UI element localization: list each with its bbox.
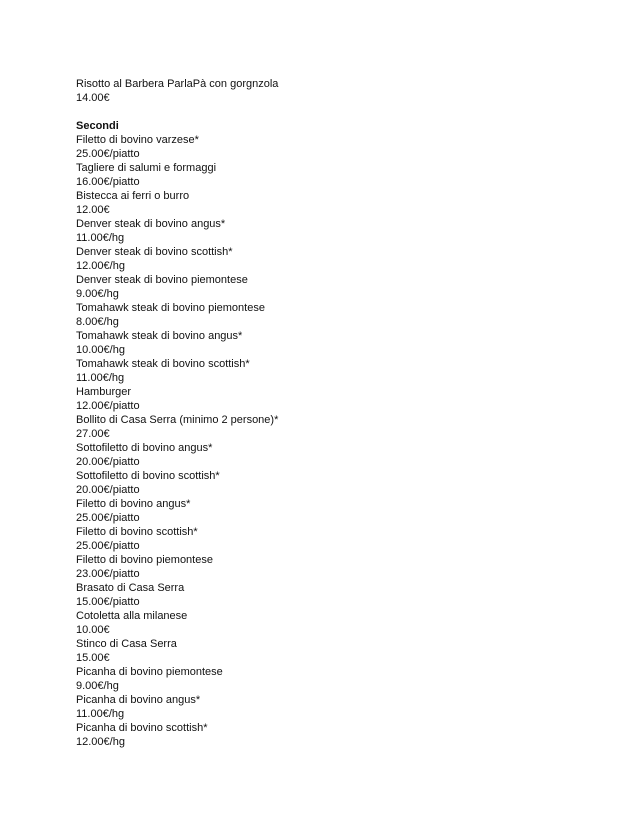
menu-item-price: 25.00€/piatto bbox=[76, 512, 140, 524]
section-spacer bbox=[76, 105, 596, 119]
menu-item-price: 16.00€/piatto bbox=[76, 176, 140, 188]
menu-item-name: Denver steak di bovino angus* bbox=[76, 218, 226, 230]
menu-item-price: 23.00€/piatto bbox=[76, 568, 140, 580]
menu-item-name: Tagliere di salumi e formaggi bbox=[76, 162, 217, 174]
menu-items-list bbox=[76, 133, 596, 749]
menu-item-price: 20.00€/piatto bbox=[76, 484, 140, 496]
menu-item-price: 20.00€/piatto bbox=[76, 456, 140, 468]
menu-item-name: Denver steak di bovino scottish* bbox=[76, 246, 233, 258]
menu-item-name: Stinco di Casa Serra bbox=[76, 638, 177, 650]
menu-item-price: 12.00€/hg bbox=[76, 260, 125, 272]
menu-item-price: 12.00€/hg bbox=[76, 736, 125, 748]
menu-item-price: 25.00€/piatto bbox=[76, 148, 140, 160]
menu-item-price: 8.00€/hg bbox=[76, 316, 119, 328]
menu-item-name: Sottofiletto di bovino scottish* bbox=[76, 470, 220, 482]
menu-item-price: 12.00€ bbox=[76, 204, 110, 216]
menu-item-name: Filetto di bovino scottish* bbox=[76, 526, 198, 538]
menu-item-name: Tomahawk steak di bovino scottish* bbox=[76, 358, 250, 370]
menu-item-name: Picanha di bovino angus* bbox=[76, 694, 201, 706]
menu-item-name: Bollito di Casa Serra (minimo 2 persone)* bbox=[76, 414, 279, 426]
menu-item-price: 10.00€ bbox=[76, 624, 110, 636]
menu-item-price: 15.00€/piatto bbox=[76, 596, 140, 608]
menu-item-name: Filetto di bovino varzese* bbox=[76, 134, 199, 146]
intro-dish-price: 14.00€ bbox=[76, 92, 110, 104]
menu-item-name: Sottofiletto di bovino angus* bbox=[76, 442, 213, 454]
menu-item-name: Tomahawk steak di bovino piemontese bbox=[76, 302, 265, 314]
menu-item-price: 11.00€/hg bbox=[76, 708, 125, 720]
menu-item-name: Cotoletta alla milanese bbox=[76, 610, 188, 622]
menu-item-price: 11.00€/hg bbox=[76, 232, 125, 244]
menu-item-name: Brasato di Casa Serra bbox=[76, 582, 185, 594]
menu-item-price: 9.00€/hg bbox=[76, 288, 119, 300]
menu-item-price: 25.00€/piatto bbox=[76, 540, 140, 552]
menu-item-price: 15.00€ bbox=[76, 652, 110, 664]
menu-item-name: Tomahawk steak di bovino angus* bbox=[76, 330, 243, 342]
menu-item-name: Picanha di bovino scottish* bbox=[76, 722, 208, 734]
menu-item-price: 10.00€/hg bbox=[76, 344, 125, 356]
section-title: Secondi bbox=[76, 120, 119, 132]
menu-item-price: 12.00€/piatto bbox=[76, 400, 140, 412]
menu-item-price: 11.00€/hg bbox=[76, 372, 125, 384]
intro-dish-name: Risotto al Barbera ParlaPà con gorgnzola bbox=[76, 78, 279, 90]
menu-item-price: 9.00€/hg bbox=[76, 680, 119, 692]
menu-page bbox=[76, 77, 596, 749]
menu-item-name: Denver steak di bovino piemontese bbox=[76, 274, 248, 286]
menu-item-name: Hamburger bbox=[76, 386, 132, 398]
menu-item-name: Bistecca ai ferri o burro bbox=[76, 190, 190, 202]
menu-item-name: Picanha di bovino piemontese bbox=[76, 666, 223, 678]
menu-item-name: Filetto di bovino angus* bbox=[76, 498, 191, 510]
menu-item-name: Filetto di bovino piemontese bbox=[76, 554, 213, 566]
menu-item-price: 27.00€ bbox=[76, 428, 110, 440]
